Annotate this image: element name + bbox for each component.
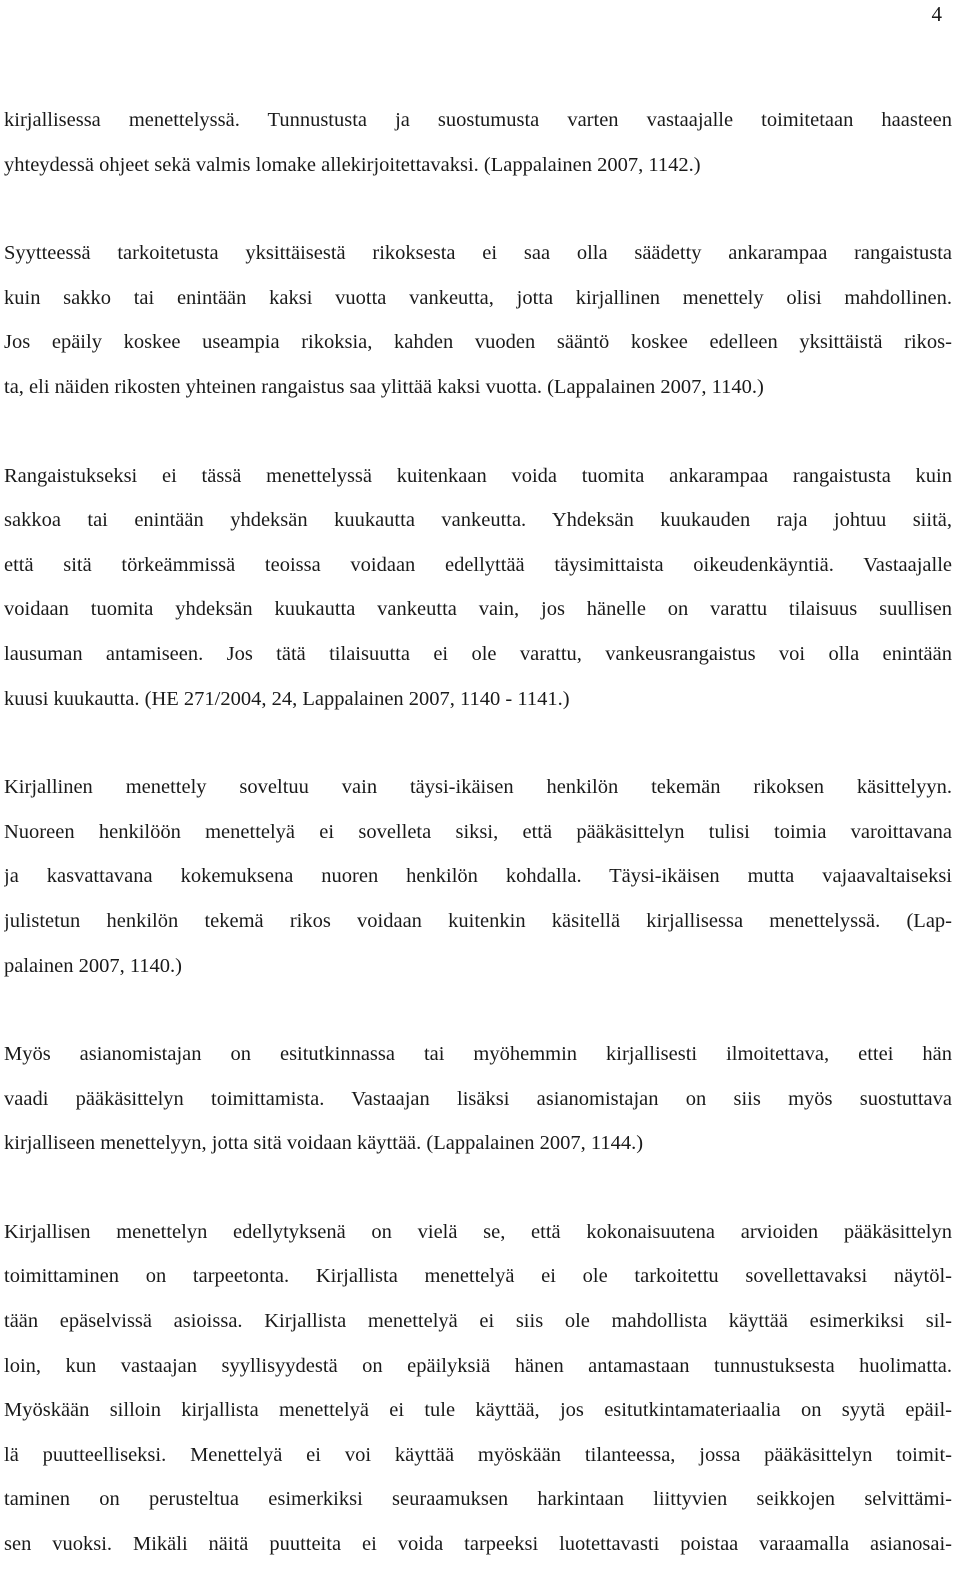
text-line: kuin sakko tai enintään kaksi vuotta vankeutta, jotta kirjallinen menettely olisi mahdollinen. bbox=[4, 286, 952, 309]
text-line: että sitä törkeämmissä teoissa voidaan edellyttää täysimittaista oikeudenkäyntiä. Vastaajalle bbox=[4, 553, 952, 576]
text-line: vaadi pääkäsittelyn toimittamista. Vastaajan lisäksi asianomistajan on siis myös suostuttava bbox=[4, 1087, 952, 1110]
paragraph-5 bbox=[4, 1032, 952, 1166]
text-line: kuusi kuukautta. (HE 271/2004, 24, Lappalainen 2007, 1140 - 1141.) bbox=[4, 687, 570, 710]
document-body bbox=[4, 98, 952, 1567]
paragraph-1 bbox=[4, 98, 952, 187]
paragraph-4 bbox=[4, 765, 952, 988]
text-line: taminen on perusteltua esimerkiksi seuraamuksen harkintaan liittyvien seikkojen selvittämi- bbox=[4, 1488, 952, 1511]
text-line: Syytteessä tarkoitetusta yksittäisestä rikoksesta ei saa olla säädetty ankarampaa rangaistusta bbox=[4, 242, 952, 265]
text-line: palainen 2007, 1140.) bbox=[4, 954, 183, 977]
text-line: Kirjallinen menettely soveltuu vain täysi-ikäisen henkilön tekemän rikoksen käsittelyyn. bbox=[4, 776, 952, 799]
text-line: ja kasvattavana kokemuksena nuoren henkilön kohdalla. Täysi-ikäisen mutta vajaavaltaiseksi bbox=[4, 865, 952, 888]
text-line: Myöskään silloin kirjallista menettelyä ei tule käyttää, jos esitutkintamateriaalia on syytä epäil- bbox=[4, 1399, 952, 1422]
text-line: loin, kun vastaajan syyllisyydestä on epäilyksiä hänen antamastaan tunnustuksesta huolimatta. bbox=[4, 1354, 952, 1377]
text-line: yhteydessä ohjeet sekä valmis lomake allekirjoitettavaksi. (Lappalainen 2007, 1142.) bbox=[4, 153, 701, 176]
text-line: toimittaminen on tarpeetonta. Kirjallista menettelyä ei ole tarkoitettu sovellettavaksi näytöl- bbox=[4, 1265, 952, 1288]
text-line: Nuoreen henkilöön menettelyä ei sovelleta siksi, että pääkäsittelyn tulisi toimia varoittavana bbox=[4, 820, 952, 843]
text-line: ta, eli näiden rikosten yhteinen rangaistus saa ylittää kaksi vuotta. (Lappalainen 2007, 1140.) bbox=[4, 375, 764, 398]
paragraph-3 bbox=[4, 454, 952, 722]
text-line: kirjallisessa menettelyssä. Tunnustusta ja suostumusta varten vastaajalle toimitetaan haasteen bbox=[4, 109, 952, 131]
page-number: 4 bbox=[931, 2, 942, 26]
text-line: lausuman antamiseen. Jos tätä tilaisuutta ei ole varattu, vankeusrangaistus voi olla enintään bbox=[4, 642, 952, 665]
text-line: Rangaistukseksi ei tässä menettelyssä kuitenkaan voida tuomita ankarampaa rangaistusta kuin bbox=[4, 464, 952, 487]
text-line: voidaan tuomita yhdeksän kuukautta vankeutta vain, jos hänelle on varattu tilaisuus suullisen bbox=[4, 598, 952, 621]
text-line: tään epäselvissä asioissa. Kirjallista menettelyä ei siis ole mahdollista käyttää esimerkiksi sil- bbox=[4, 1310, 952, 1333]
text-line: Kirjallisen menettelyn edellytyksenä on vielä se, että kokonaisuutena arvioiden pääkäsittelyn bbox=[4, 1220, 952, 1243]
text-line: sen vuoksi. Mikäli näitä puutteita ei voida tarpeeksi luotettavasti poistaa varaamalla asianosai- bbox=[4, 1533, 952, 1556]
paragraph-2 bbox=[4, 231, 952, 409]
text-line: lä puutteelliseksi. Menettelyä ei voi käyttää myöskään tilanteessa, jossa pääkäsittelyn toimit- bbox=[4, 1443, 952, 1466]
text-line: kirjalliseen menettelyyn, jotta sitä voidaan käyttää. (Lappalainen 2007, 1144.) bbox=[4, 1132, 644, 1155]
text-line: sakkoa tai enintään yhdeksän kuukautta vankeutta. Yhdeksän kuukauden raja johtuu siitä, bbox=[4, 509, 952, 532]
text-line: julistetun henkilön tekemä rikos voidaan kuitenkin käsitellä kirjallisessa menettelyssä. (Lap- bbox=[4, 909, 952, 932]
text-line: Myös asianomistajan on esitutkinnassa tai myöhemmin kirjallisesti ilmoitettava, ettei hän bbox=[4, 1043, 952, 1066]
text-line: Jos epäily koskee useampia rikoksia, kahden vuoden sääntö koskee edelleen yksittäistä rikos- bbox=[4, 331, 952, 354]
paragraph-6 bbox=[4, 1210, 952, 1567]
